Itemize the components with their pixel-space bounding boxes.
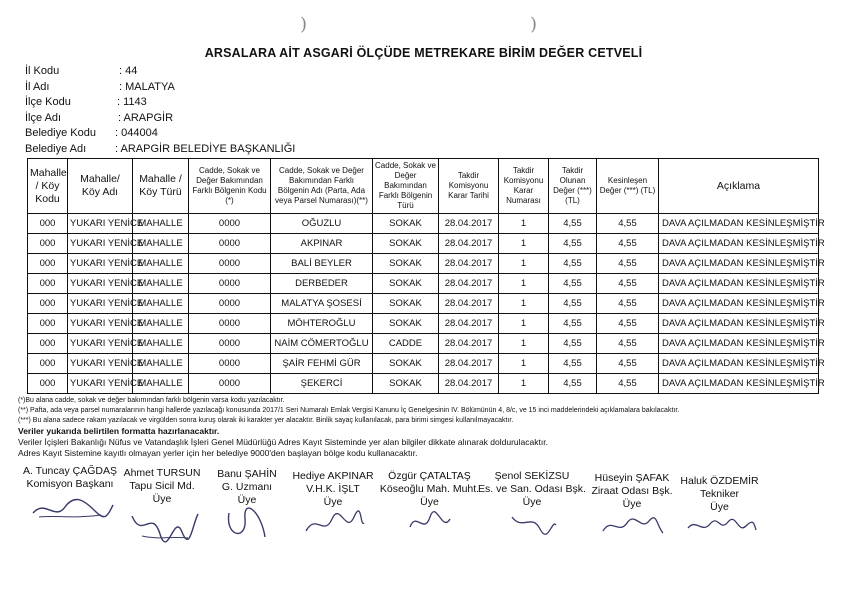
table-header-row — [28, 159, 819, 214]
cell-mahalle-turu: MAHALLE — [133, 314, 189, 334]
handwritten-signature-icon — [597, 511, 667, 539]
signatory-status: Üye — [710, 501, 729, 513]
handwritten-signature-icon — [400, 509, 460, 537]
cell-kesinlesen-deger: 4,55 — [597, 274, 659, 294]
signatory-commission-chair — [20, 465, 120, 525]
signatory-status: Üye — [420, 496, 439, 508]
table-row — [28, 294, 819, 314]
handwritten-signature-icon — [502, 509, 562, 535]
signatory-status: Üye — [323, 496, 343, 508]
cell-mahalle-kodu: 000 — [28, 334, 68, 354]
cell-mahalle-turu: MAHALLE — [133, 234, 189, 254]
footnote: (*)Bu alana cadde, sokak ve değer bakımından farklı bölgenin varsa kodu yazılacaktır. — [18, 397, 285, 404]
handwritten-signature-icon — [217, 507, 277, 543]
footnote: (**) Pafta, ada veya parsel numaralarının hangi hallerde yazılacağı konusunda 2017/1 Seri Numaralı Emlak Vergisi Kanunu İç Genelgesinin IV. Bölümünün 4, 8/c, ve 15 inci maddelerindeki açıklamalara bakılacaktır. — [18, 407, 680, 414]
cell-bolge-kodu: 0000 — [189, 334, 271, 354]
cell-bolge-kodu: 0000 — [189, 214, 271, 234]
handwritten-signature-icon — [25, 491, 115, 525]
cell-karar-no: 1 — [499, 254, 549, 274]
col-header: Mahalle/ Köy Adı — [68, 159, 133, 214]
table-row — [28, 354, 819, 374]
signatory-name: Banu ŞAHİN — [217, 468, 277, 480]
cell-kesinlesen-deger: 4,55 — [597, 334, 659, 354]
cell-kesinlesen-deger: 4,55 — [597, 354, 659, 374]
signatory-chamber-of-trade — [477, 470, 587, 535]
cell-mahalle-adi: YUKARI YENİCE — [68, 274, 133, 294]
table-body — [28, 214, 825, 394]
cell-karar-no: 1 — [499, 214, 549, 234]
signatory-name: Ahmet TURSUN — [123, 467, 201, 479]
handwritten-signature-icon — [298, 509, 368, 539]
cell-aciklama: DAVA AÇILMADAN KESİNLEŞMİŞTİR — [659, 294, 819, 314]
cell-karar-no: 1 — [499, 294, 549, 314]
signatory-name: Hüseyin ŞAFAK — [594, 472, 670, 484]
cell-takdir-degeri: 4,55 — [549, 314, 597, 334]
signatory-role: Ziraat Odası Bşk. — [591, 485, 673, 497]
cell-mahalle-turu: MAHALLE — [133, 354, 189, 374]
signatory-name: Şenol SEKİZSU — [494, 470, 570, 482]
col-header: Açıklama — [659, 159, 819, 214]
cell-bolge-turu: SOKAK — [373, 254, 439, 274]
col-header: Takdir Komisyonu Karar Tarihi — [439, 159, 499, 214]
signatory-name: Özgür ÇATALTAŞ — [388, 470, 471, 482]
signatory-status: Üye — [152, 493, 172, 505]
cell-bolge-adi: AKPINAR — [271, 234, 373, 254]
cell-karar-tarihi: 28.04.2017 — [439, 334, 499, 354]
cell-mahalle-adi: YUKARI YENİCE — [68, 314, 133, 334]
cell-bolge-turu: SOKAK — [373, 294, 439, 314]
cell-mahalle-adi: YUKARI YENİCE — [68, 214, 133, 234]
cell-mahalle-turu: MAHALLE — [133, 254, 189, 274]
cell-kesinlesen-deger: 4,55 — [597, 234, 659, 254]
footnote: (***) Bu alana sadece rakam yazılacak ve virgülden sonra kuruş olarak iki karakter yer alacaktır. Binlik sayaç kullanılacak, para birimi simgesi kullanılmayacaktır. — [18, 417, 514, 424]
signatory-role: V.H.K. İŞLT — [306, 483, 360, 495]
cell-kesinlesen-deger: 4,55 — [597, 294, 659, 314]
document-title: ARSALARA AİT ASGARİ ÖLÇÜDE METREKARE BİRİM DEĞER CETVELİ — [204, 46, 643, 60]
footnote: Adres Kayıt Sistemine kayıtlı olmayan yerler için her belediye 9000'den başlayan bölge kodu kullanacaktır. — [18, 448, 418, 458]
cell-aciklama: DAVA AÇILMADAN KESİNLEŞMİŞTİR — [659, 314, 819, 334]
cell-mahalle-adi: YUKARI YENİCE — [68, 354, 133, 374]
handwritten-signature-icon — [680, 514, 760, 540]
cell-aciklama: DAVA AÇILMADAN KESİNLEŞMİŞTİR — [659, 354, 819, 374]
cell-takdir-degeri: 4,55 — [549, 334, 597, 354]
signatory-tax-office — [283, 470, 383, 539]
signatory-role: Komisyon Başkanı — [26, 478, 114, 490]
cell-bolge-adi: MÖHTEROĞLU — [271, 314, 373, 334]
signatory-technician — [672, 475, 767, 540]
cell-karar-tarihi: 28.04.2017 — [439, 234, 499, 254]
cell-mahalle-adi: YUKARI YENİCE — [68, 334, 133, 354]
cell-mahalle-adi: YUKARI YENİCE — [68, 254, 133, 274]
signatory-status: Üye — [237, 494, 257, 506]
cell-aciklama: DAVA AÇILMADAN KESİNLEŞMİŞTİR — [659, 334, 819, 354]
table-row — [28, 374, 819, 394]
cell-karar-tarihi: 28.04.2017 — [439, 374, 499, 394]
cell-mahalle-turu: MAHALLE — [133, 214, 189, 234]
cell-kesinlesen-deger: 4,55 — [597, 314, 659, 334]
cell-aciklama: DAVA AÇILMADAN KESİNLEŞMİŞTİR — [659, 214, 819, 234]
cell-bolge-turu: SOKAK — [373, 234, 439, 254]
cell-mahalle-kodu: 000 — [28, 314, 68, 334]
cell-bolge-turu: SOKAK — [373, 354, 439, 374]
table-row — [28, 254, 819, 274]
cell-bolge-kodu: 0000 — [189, 374, 271, 394]
cell-bolge-kodu: 0000 — [189, 274, 271, 294]
cell-mahalle-turu: MAHALLE — [133, 374, 189, 394]
cell-bolge-adi: BALİ BEYLER — [271, 254, 373, 274]
signatory-name: Haluk ÖZDEMİR — [680, 475, 759, 487]
unit-value-table — [27, 158, 825, 394]
cell-takdir-degeri: 4,55 — [549, 274, 597, 294]
cell-karar-tarihi: 28.04.2017 — [439, 274, 499, 294]
signatory-status: Üye — [622, 498, 642, 510]
signatory-role: Köseoğlu Mah. Muht. — [379, 483, 480, 495]
cell-mahalle-turu: MAHALLE — [133, 294, 189, 314]
cell-mahalle-kodu: 000 — [28, 214, 68, 234]
cell-mahalle-adi: YUKARI YENİCE — [68, 294, 133, 314]
cell-aciklama: DAVA AÇILMADAN KESİNLEŞMİŞTİR — [659, 254, 819, 274]
cell-mahalle-kodu: 000 — [28, 374, 68, 394]
cell-bolge-kodu: 0000 — [189, 314, 271, 334]
cell-karar-no: 1 — [499, 334, 549, 354]
footnote: Veriler yukarıda belirtilen formatta hazırlanacaktır. — [18, 426, 220, 436]
table-row — [28, 274, 819, 294]
top-left-bracket-mark: ) — [300, 14, 308, 35]
table-row — [28, 334, 819, 354]
cell-mahalle-adi: YUKARI YENİCE — [68, 234, 133, 254]
col-header: Cadde, Sokak ve Değer Bakımından Farklı Bölgenin Kodu (*) — [189, 159, 271, 214]
cell-bolge-adi: NAİM CÖMERTOĞLU — [271, 334, 373, 354]
cell-karar-no: 1 — [499, 274, 549, 294]
cell-bolge-turu: CADDE — [373, 334, 439, 354]
cell-karar-tarihi: 28.04.2017 — [439, 254, 499, 274]
cell-bolge-turu: SOKAK — [373, 274, 439, 294]
cell-mahalle-kodu: 000 — [28, 234, 68, 254]
footnote: Veriler İçişleri Bakanlığı Nüfus ve Vatandaşlık İşleri Genel Müdürlüğü Adres Kayıt Sisteminde yer alan bilgiler dikkate alınarak doldurulacaktır. — [18, 437, 548, 447]
cell-bolge-kodu: 0000 — [189, 294, 271, 314]
top-right-bracket-mark: ) — [530, 14, 538, 35]
signatory-status: Üye — [522, 496, 542, 508]
signatory-agriculture-chamber — [582, 472, 682, 539]
signatory-name: Hediye AKPINAR — [292, 470, 374, 482]
signatory-neighborhood-head — [372, 470, 487, 537]
signatory-role: G. Uzmanı — [221, 481, 273, 493]
cell-mahalle-kodu: 000 — [28, 254, 68, 274]
signatory-role: Tekniker — [699, 488, 740, 500]
cell-karar-tarihi: 28.04.2017 — [439, 214, 499, 234]
cell-takdir-degeri: 4,55 — [549, 214, 597, 234]
cell-bolge-kodu: 0000 — [189, 354, 271, 374]
cell-mahalle-adi: YUKARI YENİCE — [68, 374, 133, 394]
handwritten-signature-icon — [122, 506, 202, 542]
col-header: Cadde, Sokak ve Değer Bakımından Farklı Bölgenin Adı (Parta, Ada veya Parsel Numarası)(**) — [271, 159, 373, 214]
cell-takdir-degeri: 4,55 — [549, 254, 597, 274]
cell-bolge-adi: MALATYA ŞOSESİ — [271, 294, 373, 314]
table-row — [28, 314, 819, 334]
cell-mahalle-kodu: 000 — [28, 354, 68, 374]
cell-kesinlesen-deger: 4,55 — [597, 254, 659, 274]
cell-aciklama: DAVA AÇILMADAN KESİNLEŞMİŞTİR — [659, 274, 819, 294]
col-header: Mahalle / Köy Kodu — [28, 159, 68, 214]
col-header: Cadde, Sokak ve Değer Bakımından Farklı Bölgenin Türü — [373, 159, 439, 214]
signatory-name: A. Tuncay ÇAĞDAŞ — [23, 465, 117, 477]
cell-takdir-degeri: 4,55 — [549, 374, 597, 394]
col-header: Mahalle / Köy Türü — [133, 159, 189, 214]
cell-karar-tarihi: 28.04.2017 — [439, 294, 499, 314]
cell-takdir-degeri: 4,55 — [549, 234, 597, 254]
cell-karar-no: 1 — [499, 314, 549, 334]
cell-takdir-degeri: 4,55 — [549, 294, 597, 314]
cell-bolge-adi: OĞUZLU — [271, 214, 373, 234]
cell-aciklama: DAVA AÇILMADAN KESİNLEŞMİŞTİR — [659, 374, 819, 394]
cell-kesinlesen-deger: 4,55 — [597, 214, 659, 234]
cell-bolge-adi: DERBEDER — [271, 274, 373, 294]
table-row — [28, 214, 819, 234]
signatory-role: Tapu Sicil Md. — [129, 480, 195, 492]
cell-karar-no: 1 — [499, 374, 549, 394]
cell-karar-tarihi: 28.04.2017 — [439, 314, 499, 334]
cell-kesinlesen-deger: 4,55 — [597, 374, 659, 394]
cell-mahalle-kodu: 000 — [28, 274, 68, 294]
cell-bolge-adi: ŞEKERCİ — [271, 374, 373, 394]
cell-bolge-turu: SOKAK — [373, 374, 439, 394]
col-header: Kesinleşen Değer (***) (TL) — [597, 159, 659, 214]
cell-bolge-kodu: 0000 — [189, 234, 271, 254]
cell-aciklama: DAVA AÇILMADAN KESİNLEŞMİŞTİR — [659, 234, 819, 254]
col-header: Takdir Olunan Değer (***) (TL) — [549, 159, 597, 214]
col-header: Takdir Komisyonu Karar Numarası — [499, 159, 549, 214]
cell-bolge-turu: SOKAK — [373, 314, 439, 334]
cell-karar-no: 1 — [499, 234, 549, 254]
footnotes — [18, 396, 679, 459]
signatory-tax-expert — [197, 468, 297, 543]
cell-mahalle-turu: MAHALLE — [133, 334, 189, 354]
signatory-role: Es. ve San. Odası Bşk. — [478, 483, 586, 495]
cell-bolge-kodu: 0000 — [189, 254, 271, 274]
cell-karar-tarihi: 28.04.2017 — [439, 354, 499, 374]
cell-mahalle-kodu: 000 — [28, 294, 68, 314]
cell-bolge-turu: SOKAK — [373, 214, 439, 234]
cell-mahalle-turu: MAHALLE — [133, 274, 189, 294]
cell-takdir-degeri: 4,55 — [549, 354, 597, 374]
cell-karar-no: 1 — [499, 354, 549, 374]
cell-bolge-adi: ŞAİR FEHMİ GÜR — [271, 354, 373, 374]
table-row — [28, 234, 819, 254]
